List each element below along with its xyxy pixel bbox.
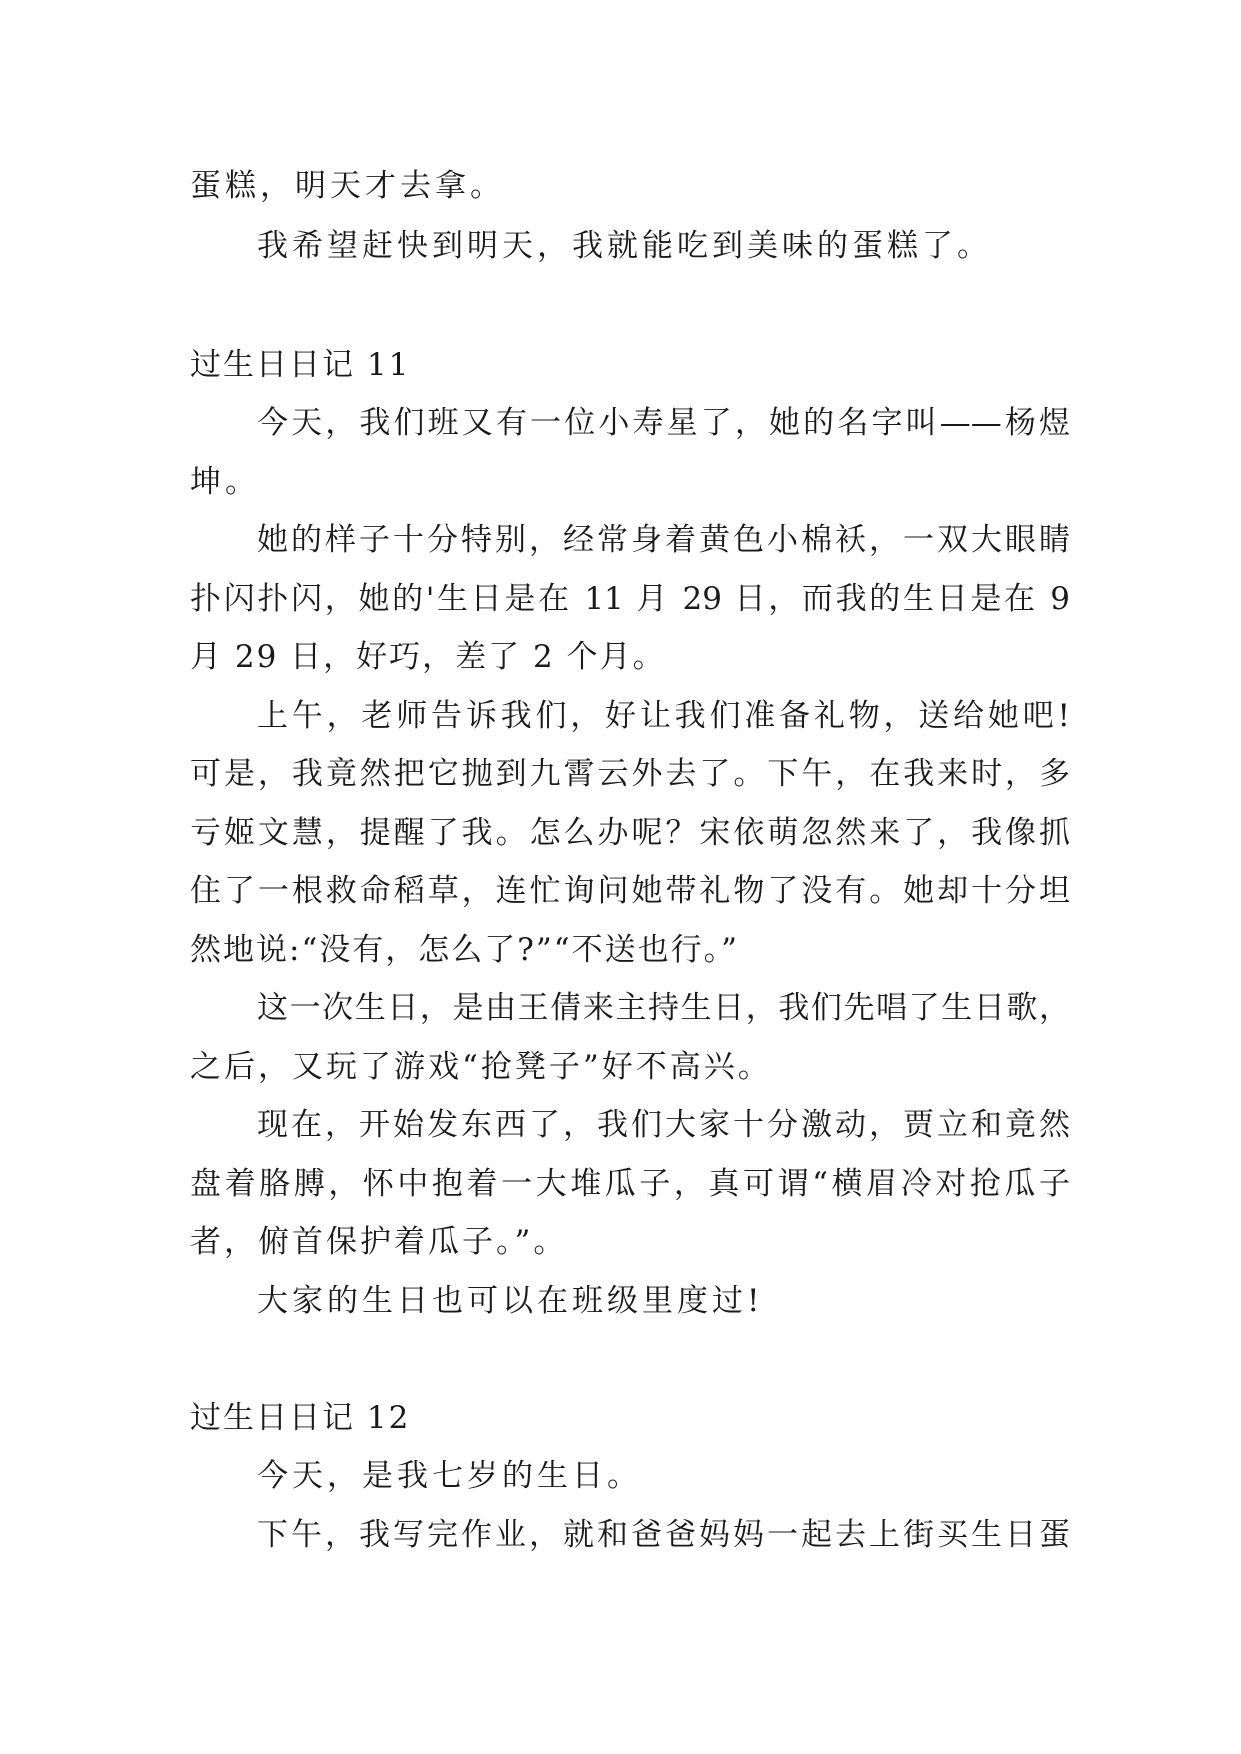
paragraph-line: 她的样子十分特别，经常身着黄色小棉袄，一双大眼睛 [257,522,1070,558]
paragraph-line: 这一次生日，是由王倩来主持生日，我们先唱了生日歌， [257,990,1070,1026]
paragraph-line: 蛋糕，明天才去拿。 [190,168,505,204]
paragraph-line: 今天，是我七岁的生日。 [257,1458,642,1494]
paragraph-line: 亏姬文慧，提醒了我。怎么办呢？宋依萌忽然来了，我像抓 [190,815,1070,851]
paragraph-line: 之后，又玩了游戏“抢凳子”好不高兴。 [190,1049,772,1085]
section-heading: 过生日日记 11 [190,347,411,383]
paragraph-line: 我希望赶快到明天，我就能吃到美味的蛋糕了。 [257,228,992,264]
paragraph-line: 扑闪扑闪，她的'生日是在 11 月 29 日，而我的生日是在 9 [190,581,1070,617]
paragraph-line: 然地说:“没有，怎么了?”“不送也行。” [190,932,739,968]
paragraph-line: 下午，我写完作业，就和爸爸妈妈一起去上街买生日蛋 [257,1517,1070,1553]
paragraph-line: 月 29 日，好巧，差了 2 个月。 [190,639,666,675]
paragraph-line: 大家的生日也可以在班级里度过! [257,1283,764,1319]
paragraph-line: 现在，开始发东西了，我们大家十分激动，贾立和竟然 [257,1107,1070,1143]
paragraph-line: 今天，我们班又有一位小寿星了，她的名字叫——杨煜 [257,405,1070,441]
paragraph-line: 盘着胳膊，怀中抱着一大堆瓜子，真可谓“横眉冷对抢瓜子 [190,1166,1070,1202]
paragraph-line: 坤。 [190,464,260,500]
paragraph-line: 上午，老师告诉我们，好让我们准备礼物，送给她吧! [257,698,1070,734]
paragraph-line: 住了一根救命稻草，连忙询问她带礼物了没有。她却十分坦 [190,873,1070,909]
section-heading: 过生日日记 12 [190,1400,411,1436]
paragraph-line: 可是，我竟然把它抛到九霄云外去了。下午，在我来时，多 [190,756,1070,792]
paragraph-line: 者，俯首保护着瓜子。”。 [190,1224,568,1260]
